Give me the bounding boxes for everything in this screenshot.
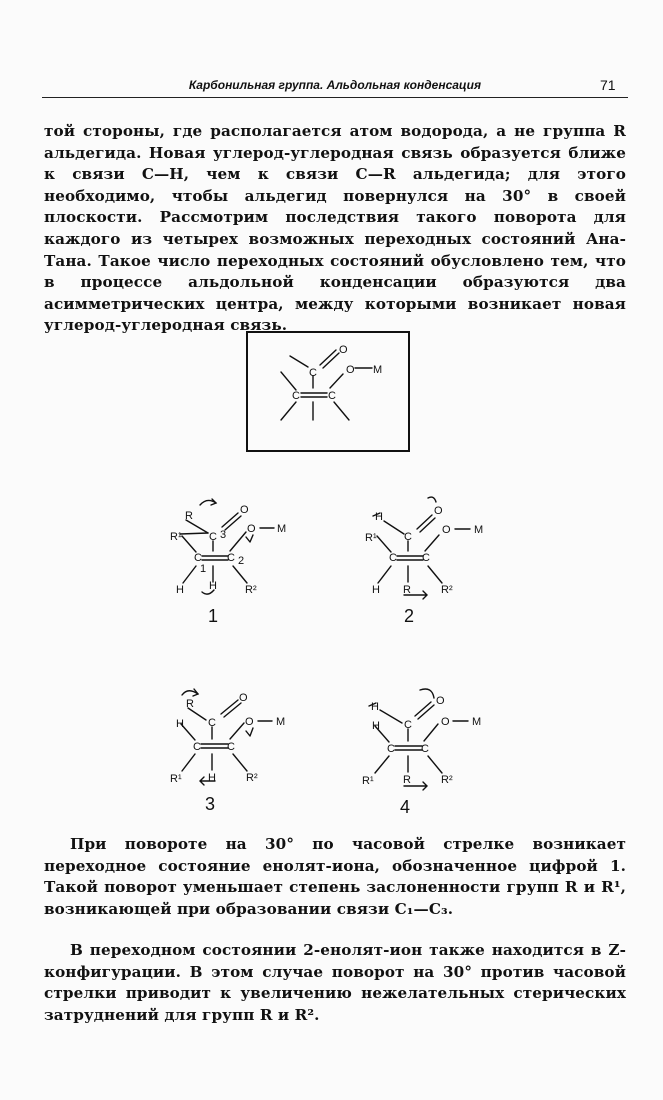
- atom-label: M: [373, 364, 383, 376]
- atom-label: R¹: [362, 775, 374, 787]
- atom-label: R²: [441, 774, 453, 786]
- atom-label: C: [404, 531, 412, 543]
- paragraph-2: При повороте на 30° по часовой стрелке возникает переходное состояние енолят-иона, обозначенное цифрой 1. Такой поворот уменьшает степень заслоненности групп R и R¹, возникающей при образовании связи C₁—C₃.: [44, 835, 626, 918]
- atom-label: H: [375, 511, 383, 523]
- atom-label: 1: [200, 563, 207, 575]
- atom-label: 3: [220, 529, 227, 541]
- atom-label: C: [292, 390, 300, 402]
- atom-label: C: [194, 552, 202, 564]
- atom-label: O: [436, 695, 445, 707]
- atom-label: R¹: [365, 532, 377, 544]
- page-number: 71: [600, 77, 616, 93]
- structure-1-atoms: [170, 504, 286, 596]
- atom-label: O: [240, 504, 249, 516]
- atom-label: R: [403, 584, 411, 596]
- atom-label: C: [208, 717, 216, 729]
- structure-2: [373, 497, 470, 599]
- atom-label: H: [176, 584, 184, 596]
- atom-label: H: [372, 720, 380, 732]
- structure-4-atoms: [362, 695, 481, 787]
- running-header-title: Карбонильная группа. Альдольная конденсация: [188, 78, 482, 92]
- atom-label: H: [209, 580, 217, 592]
- structure-4: [369, 689, 468, 790]
- atom-label: C: [421, 743, 429, 755]
- atom-label: O: [442, 524, 451, 536]
- atom-label: R²: [246, 772, 258, 784]
- atom-label: O: [346, 364, 355, 376]
- structure-2-atoms: [365, 505, 483, 596]
- structure-3-atoms: [170, 692, 285, 785]
- template-structure: [281, 350, 372, 420]
- atom-label: C: [387, 743, 395, 755]
- atom-label: M: [474, 524, 484, 536]
- atom-label: O: [239, 692, 248, 704]
- atom-label: M: [472, 716, 482, 728]
- structure-label-3: 3: [205, 794, 216, 814]
- atom-label: M: [277, 523, 287, 535]
- atom-label: H: [372, 584, 380, 596]
- atom-label: C: [389, 552, 397, 564]
- structure-label-4: 4: [400, 797, 411, 817]
- atom-label: C: [209, 531, 217, 543]
- atom-label: C: [422, 552, 430, 564]
- atom-label: H: [371, 701, 379, 713]
- atom-label: C: [193, 741, 201, 753]
- atom-label: R²: [245, 584, 257, 596]
- atom-label: H: [176, 718, 184, 730]
- atom-label: O: [441, 716, 450, 728]
- atom-label: R: [185, 510, 193, 522]
- atom-label: C: [328, 390, 336, 402]
- atom-label: M: [276, 716, 286, 728]
- atom-label: O: [245, 716, 254, 728]
- atom-label: C: [227, 552, 235, 564]
- structure-3: [181, 689, 272, 785]
- atom-label: C: [309, 367, 317, 379]
- atom-label: C: [227, 741, 235, 753]
- atom-label: O: [247, 523, 256, 535]
- structure-1: [180, 499, 274, 594]
- structure-label-2: 2: [404, 606, 415, 626]
- atom-label: O: [434, 505, 443, 517]
- paragraph-1: той стороны, где располагается атом водорода, а не группа R альдегида. Новая углерод-углеродная связь образуется ближе к связи C—H, чем к связи C—R альдегида; для этого необходимо, чтобы альдегид повернулся на 30° в своей плоскости. Рассмотрим последствия такого поворота для каждого из четырех возможных переходных состояний Ана-Тана. Такое число переходных состояний обусловлено тем, что в процессе альдольной конденсации образуются два асимметрических центра, между которыми возникает новая углерод-углеродная связь.: [44, 122, 626, 335]
- atom-label: 2: [238, 555, 245, 567]
- atom-label: R¹: [170, 773, 182, 785]
- atom-label: R: [403, 774, 411, 786]
- atom-label: C: [404, 719, 412, 731]
- atom-label: H: [208, 772, 216, 784]
- atom-label: R¹: [170, 531, 182, 543]
- paragraph-3: В переходном состоянии 2-енолят-ион также находится в Z-конфигурации. В этом случае поворот на 30° против часовой стрелки приводит к увеличению нежелательных стерических затруднений для групп R и R².: [44, 941, 626, 1024]
- atom-label: R: [186, 698, 194, 710]
- atom-label: O: [339, 344, 348, 356]
- atom-label: R²: [441, 584, 453, 596]
- structure-label-1: 1: [208, 606, 219, 626]
